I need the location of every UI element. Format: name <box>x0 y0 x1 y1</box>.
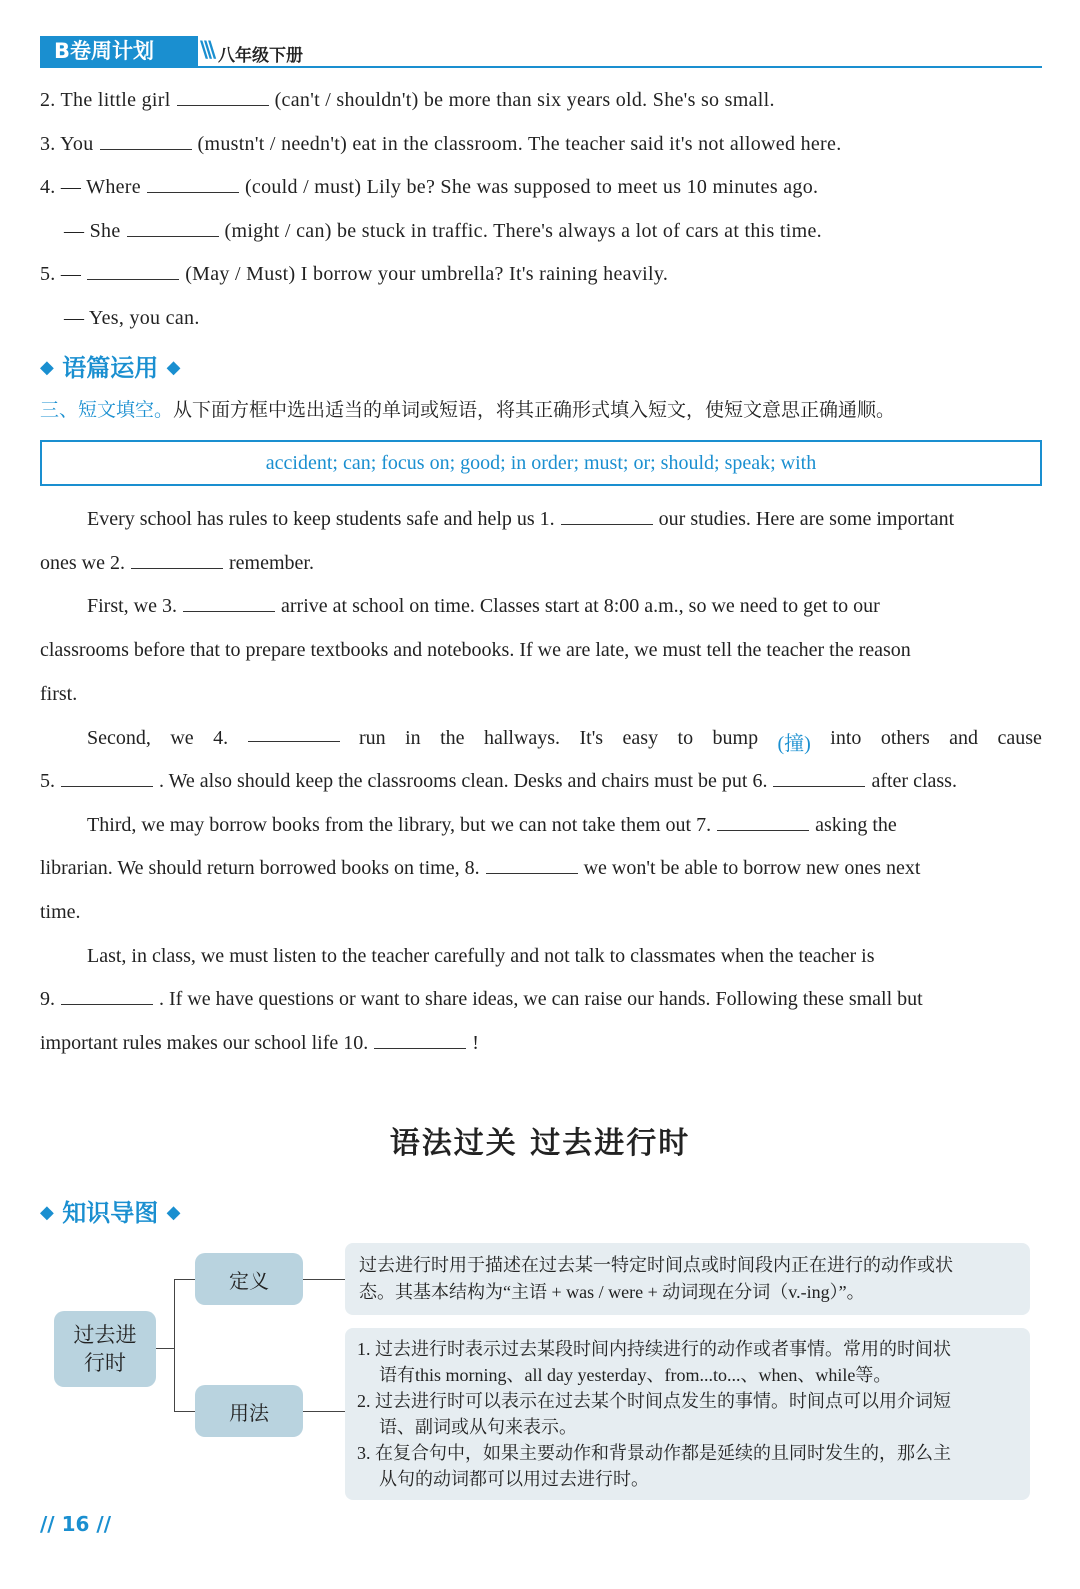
question-text: (could / must) Lily be? She was supposed to meet us 10 minutes ago. <box>244 176 819 198</box>
page-header <box>40 36 1042 68</box>
passage-text: asking the <box>815 814 897 836</box>
passage-word: and <box>949 727 979 749</box>
section-title-reading <box>40 348 180 383</box>
grammar-title: 语法过关 过去进行时 <box>389 1126 691 1161</box>
passage-text: . We also should keep the classrooms clean. Desks and chairs must be put 6. <box>159 770 768 792</box>
section-title-mindmap <box>40 1193 180 1228</box>
usage-text: 语、副词或从句来表示。 <box>379 1417 577 1437</box>
word-box: accident; can; focus on; good; in order; must; or; should; speak; with <box>40 440 1042 486</box>
passage-word: the <box>440 727 465 749</box>
header-divider <box>40 66 1042 68</box>
connector-line <box>303 1279 345 1280</box>
question-4 <box>40 176 818 199</box>
question-4-reply <box>64 220 822 243</box>
passage-word: It's <box>579 727 604 749</box>
brand-label: B卷周计划 <box>40 36 198 66</box>
question-5-reply: — Yes, you can. <box>64 307 200 329</box>
passage-text: our studies. Here are some important <box>658 508 955 530</box>
passage-word: others <box>880 727 930 749</box>
answer-blank[interactable] <box>61 990 153 1005</box>
passage-word: into <box>830 727 862 749</box>
root-text: 行时 <box>84 1351 126 1375</box>
slash-icon: // <box>96 1512 111 1536</box>
passage-text: remember. <box>228 552 314 574</box>
answer-blank[interactable] <box>183 597 275 612</box>
slash-icon: // <box>40 1512 55 1536</box>
diamond-icon: ◆ <box>40 1202 54 1223</box>
passage-text: 9. <box>40 988 55 1010</box>
instruction-label: 三、短文填空。 <box>40 399 174 421</box>
passage-text: 5. <box>40 770 55 792</box>
answer-blank[interactable] <box>177 91 269 106</box>
instruction-text: 从下面方框中选出适当的单词或短语，将其正确形式填入短文，使短文意思正确通顺。 <box>173 399 896 421</box>
root-text: 过去进 <box>73 1323 137 1347</box>
question-text: (mustn't / needn't) eat in the classroom. The teacher said it's not allowed here. <box>197 133 842 155</box>
section-title-text: 知识导图 <box>62 1199 159 1227</box>
answer-blank[interactable] <box>717 816 809 831</box>
mindmap-root-node <box>54 1311 156 1387</box>
section-title-text: 语篇运用 <box>62 354 159 382</box>
passage-line: Last, in class, we must listen to the teacher carefully and not talk to classmates when the teacher is <box>87 945 875 967</box>
connector-line <box>303 1411 345 1412</box>
usage-box <box>345 1328 1030 1500</box>
definition-box <box>345 1243 1030 1315</box>
passage-line: first. <box>40 683 78 705</box>
answer-blank[interactable] <box>61 772 153 787</box>
answer-blank[interactable] <box>773 772 865 787</box>
passage-text: we won't be able to borrow new ones next <box>583 857 921 879</box>
answer-blank[interactable] <box>486 859 578 874</box>
diamond-icon: ◆ <box>40 357 54 378</box>
question-text: 3. You <box>40 133 94 155</box>
question-text: 2. The little girl <box>40 89 171 111</box>
brand-slash-icon: \\\ <box>200 38 213 63</box>
answer-blank[interactable] <box>127 222 219 237</box>
passage-word: in <box>405 727 421 749</box>
usage-text: 语有this morning、all day yesterday、from...to...、when、while等。 <box>379 1365 892 1385</box>
passage-line <box>87 814 897 837</box>
answer-blank[interactable] <box>147 178 239 193</box>
answer-blank[interactable] <box>87 265 179 280</box>
mindmap-usage-node: 用法 <box>195 1385 303 1437</box>
connector-line <box>156 1348 174 1349</box>
usage-text: 1. 过去进行时表示过去某段时间内持续进行的动作或者事情。常用的时间状 <box>357 1339 951 1359</box>
passage-line <box>40 988 923 1011</box>
passage-line: classrooms before that to prepare textbooks and notebooks. If we are late, we must tell the teacher the reason <box>40 639 911 661</box>
question-text: 5. — <box>40 263 82 285</box>
question-text: — She <box>64 220 121 242</box>
mindmap-definition-node: 定义 <box>195 1253 303 1305</box>
question-2 <box>40 89 775 112</box>
passage-text: Every school has rules to keep students safe and help us 1. <box>87 508 555 530</box>
passage-word: (撞) <box>777 733 811 755</box>
passage-text: ! <box>472 1032 479 1054</box>
definition-text: 过去进行时用于描述在过去某一特定时间点或时间段内正在进行的动作或状 <box>359 1255 953 1275</box>
question-text: (might / can) be stuck in traffic. There's always a lot of cars at this time. <box>224 220 822 242</box>
passage-word: easy <box>622 727 659 749</box>
passage-word: to <box>677 727 694 749</box>
passage-text: important rules makes our school life 10. <box>40 1032 369 1054</box>
answer-blank[interactable] <box>100 135 192 150</box>
question-5 <box>40 263 668 286</box>
usage-text: 2. 过去进行时可以表示在过去某个时间点发生的事情。时间点可以用介词短 <box>357 1391 951 1411</box>
passage-line: time. <box>40 901 81 923</box>
definition-text: 态。其基本结构为“主语 + was / were + 动词现在分词（v.-ing）”。 <box>359 1282 865 1302</box>
question-text: (can't / shouldn't) be more than six years old. She's so small. <box>274 89 775 111</box>
passage-word: bump <box>712 727 759 749</box>
connector-line <box>174 1279 175 1411</box>
passage-line <box>40 857 920 880</box>
passage-text: after class. <box>871 770 957 792</box>
passage-word: cause <box>997 727 1042 749</box>
question-text: (May / Must) I borrow your umbrella? It's raining heavily. <box>185 263 669 285</box>
passage-line <box>87 595 880 618</box>
passage-line <box>87 508 954 531</box>
passage-text: ones we 2. <box>40 552 125 574</box>
passage-line <box>40 770 957 793</box>
diamond-icon: ◆ <box>166 1202 181 1223</box>
grade-label: 八年级下册 <box>218 46 303 66</box>
diamond-icon: ◆ <box>166 357 181 378</box>
answer-blank[interactable] <box>561 510 653 525</box>
usage-text: 3. 在复合句中，如果主要动作和背景动作都是延续的且同时发生的，那么主 <box>357 1443 951 1463</box>
answer-blank[interactable] <box>248 727 340 742</box>
passage-text: . If we have questions or want to share ideas, we can raise our hands. Following these small but <box>159 988 923 1010</box>
question-3 <box>40 133 842 156</box>
answer-blank[interactable] <box>374 1034 466 1049</box>
question-text: 4. — Where <box>40 176 141 198</box>
page-number-text: 16 <box>61 1512 90 1536</box>
passage-line <box>40 1032 479 1055</box>
passage-word: run <box>358 727 386 749</box>
usage-text: 从句的动词都可以用过去进行时。 <box>379 1469 649 1489</box>
passage-word: 4. <box>213 727 229 749</box>
instruction <box>40 395 895 422</box>
passage-word: hallways. <box>483 727 561 749</box>
passage-text: librarian. We should return borrowed books on time, 8. <box>40 857 480 879</box>
passage-word: we <box>170 727 194 749</box>
page-number <box>40 1512 111 1536</box>
passage-line <box>87 727 1042 756</box>
passage-word: Second, <box>87 727 151 749</box>
passage-text: arrive at school on time. Classes start at 8:00 a.m., so we need to get to our <box>281 595 880 617</box>
connector-line <box>174 1279 195 1280</box>
connector-line <box>174 1411 195 1412</box>
passage-line <box>40 552 314 575</box>
passage-text: First, we 3. <box>87 595 177 617</box>
passage-text: Third, we may borrow books from the library, but we can not take them out 7. <box>87 814 712 836</box>
answer-blank[interactable] <box>131 554 223 569</box>
